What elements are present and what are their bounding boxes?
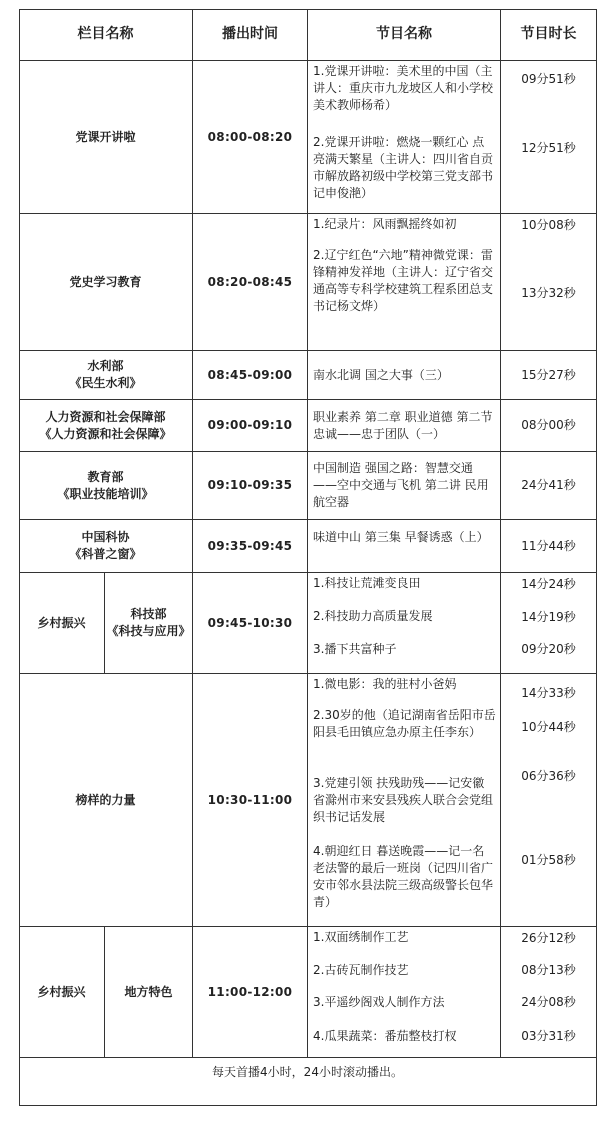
program-item: 1.微电影：我的驻村小爸妈 (313, 677, 457, 691)
duration-value: 11分44秒 (521, 538, 576, 553)
row-column-name: 地方特色 (105, 927, 193, 1058)
program-item: 4.朝迎红日 暮送晚霞——记一名老法警的最后一班岗（记四川省广安市邻水县法院三级高级警长包华青） (313, 844, 494, 909)
duration-value: 08分13秒 (521, 963, 576, 977)
row-durations (501, 400, 597, 452)
header-duration: 节目时长 (501, 9, 597, 61)
row-durations (501, 351, 597, 400)
row-durations (501, 61, 597, 214)
duration-value: 08分00秒 (521, 418, 576, 432)
row-programs (308, 351, 501, 400)
row-air-time: 09:00-09:10 (193, 400, 308, 452)
row-programs (308, 674, 501, 927)
header-program: 节目名称 (308, 9, 501, 61)
row-air-time: 08:20-08:45 (193, 214, 308, 351)
duration-value: 06分36秒 (521, 769, 576, 783)
program-item: 4.瓜果蔬菜：番茄整枝打杈 (313, 1029, 457, 1043)
duration-value: 13分32秒 (521, 286, 576, 300)
duration-value: 14分33秒 (521, 686, 576, 700)
row-programs (308, 61, 501, 214)
row-column-name: 中国科协 《科普之窗》 (19, 520, 193, 573)
row-durations (501, 674, 597, 927)
row-programs (308, 573, 501, 674)
row-air-time: 09:35-09:45 (193, 520, 308, 573)
program-item: 2.古砖瓦制作技艺 (313, 963, 409, 977)
duration-value: 03分31秒 (521, 1029, 576, 1043)
footer-note: 每天首播4小时，24小时滚动播出。 (19, 1058, 597, 1106)
duration-value: 09分20秒 (521, 642, 576, 656)
row-programs (308, 400, 501, 452)
program-item: 1.党课开讲啦：美术里的中国（主讲人：重庆市九龙坡区人和小学校美术教师杨希） (313, 64, 494, 112)
row-air-time: 10:30-11:00 (193, 674, 308, 927)
row-durations (501, 927, 597, 1058)
program-item: 1.纪录片：风雨飘摇终如初 (313, 217, 457, 231)
row-durations (501, 214, 597, 351)
duration-value: 12分51秒 (521, 141, 576, 155)
row-durations (501, 520, 597, 573)
program-item: 中国制造 强国之路：智慧交通——空中交通与飞机 第二讲 民用航空器 (313, 461, 489, 509)
row-category: 乡村振兴 (19, 927, 105, 1058)
duration-value: 24分41秒 (521, 478, 576, 492)
row-category: 乡村振兴 (19, 573, 105, 674)
row-programs (308, 927, 501, 1058)
row-air-time: 09:10-09:35 (193, 452, 308, 520)
row-air-time: 11:00-12:00 (193, 927, 308, 1058)
header-time: 播出时间 (193, 9, 308, 61)
row-column-name: 党史学习教育 (19, 214, 193, 351)
row-durations (501, 573, 597, 674)
duration-value: 15分27秒 (521, 367, 576, 382)
program-item: 2.科技助力高质量发展 (313, 609, 433, 623)
row-air-time: 08:00-08:20 (193, 61, 308, 214)
duration-value: 09分51秒 (521, 72, 576, 86)
row-air-time: 08:45-09:00 (193, 351, 308, 400)
duration-value: 26分12秒 (521, 931, 576, 945)
duration-value: 10分08秒 (521, 218, 576, 232)
row-column-name: 人力资源和社会保障部 《人力资源和社会保障》 (19, 400, 193, 452)
program-item: 3.平遥纱阁戏人制作方法 (313, 995, 445, 1009)
row-programs (308, 214, 501, 351)
duration-value: 10分44秒 (521, 720, 576, 734)
duration-value: 24分08秒 (521, 995, 576, 1009)
program-item: 3.播下共富种子 (313, 642, 397, 656)
program-item: 味道中山 第三集 早餐诱惑（上） (313, 530, 489, 544)
program-item: 3.党建引领 扶残助残——记安徽省滁州市来安县残疾人联合会党组织书记话发展 (313, 776, 494, 824)
program-item: 1.双面绣制作工艺 (313, 930, 409, 944)
program-item: 南水北调 国之大事（三） (313, 368, 449, 382)
program-item: 1.科技让荒滩变良田 (313, 576, 421, 590)
row-column-name: 榜样的力量 (19, 674, 193, 927)
row-column-name: 教育部 《职业技能培训》 (19, 452, 193, 520)
program-item: 2.辽宁红色“六地”精神微党课：雷锋精神发祥地（主讲人：辽宁省交通高等专科学校建筑工程系团总支书记杨文烨） (313, 248, 494, 313)
program-item: 2.党课开讲啦：燃烧一颗红心 点亮满天繁星（主讲人：四川省自贡市解放路初级中学校第三党支部书记申俊滟） (313, 135, 494, 200)
row-column-name: 科技部 《科技与应用》 (105, 573, 193, 674)
row-column-name: 党课开讲啦 (19, 61, 193, 214)
header-column: 栏目名称 (19, 9, 193, 61)
row-programs (308, 520, 501, 573)
row-air-time: 09:45-10:30 (193, 573, 308, 674)
program-item: 职业素养 第二章 职业道德 第二节 忠诚——忠于团队（一） (313, 410, 493, 441)
duration-value: 14分19秒 (521, 610, 576, 624)
duration-value: 01分58秒 (521, 853, 576, 867)
program-item: 2.30岁的他（追记湖南省岳阳市岳阳县毛田镇应急办原主任李东） (313, 708, 496, 739)
duration-value: 14分24秒 (521, 577, 576, 591)
row-durations (501, 452, 597, 520)
row-programs (308, 452, 501, 520)
row-column-name: 水利部 《民生水利》 (19, 351, 193, 400)
schedule-table (19, 9, 597, 1106)
